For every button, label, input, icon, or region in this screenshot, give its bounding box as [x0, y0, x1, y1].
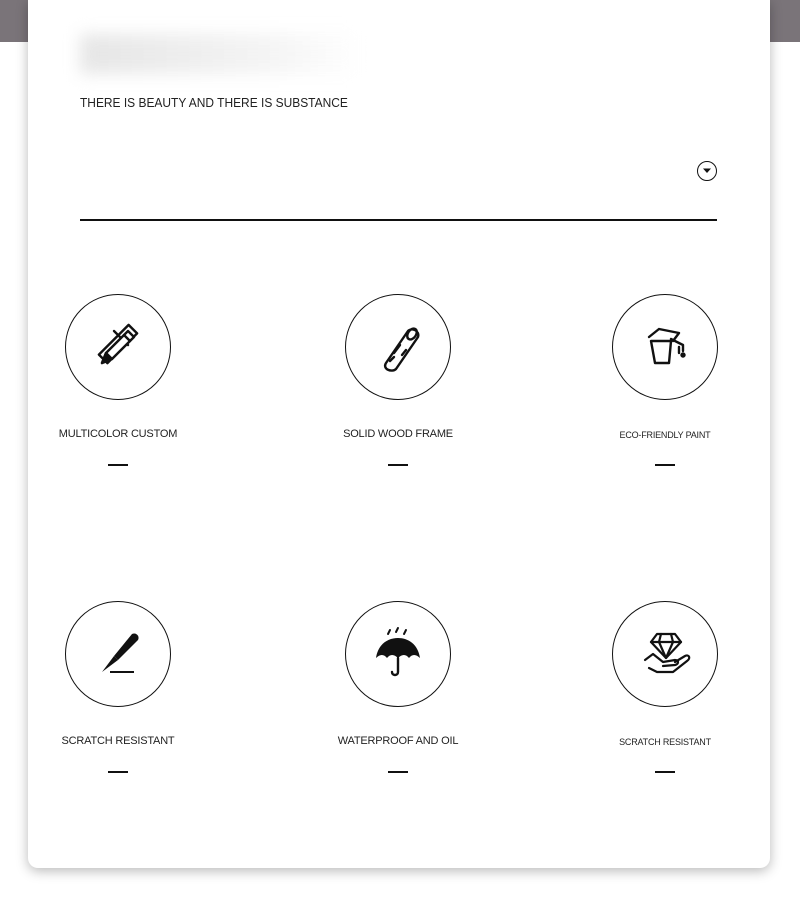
expand-button[interactable]: [697, 161, 717, 181]
icon-circle: [65, 294, 171, 400]
feature-scratch-resistant: [18, 601, 218, 801]
feature-multicolor-custom: [18, 294, 218, 494]
feature-label: SCRATCH RESISTANT: [619, 737, 711, 747]
feature-label: MULTICOLOR CUSTOM: [58, 428, 178, 440]
corner-decoration-left: [0, 0, 30, 42]
feature-card: [28, 0, 770, 868]
icon-circle: [65, 601, 171, 707]
pencil-ruler-icon: [88, 317, 148, 377]
feature-dash: [655, 464, 675, 466]
feature-dash: [108, 464, 128, 466]
feature-scratch-resistant-2: [565, 601, 765, 801]
diamond-hand-icon: [635, 624, 695, 684]
feature-dash: [655, 771, 675, 773]
feature-dash: [388, 464, 408, 466]
scalpel-icon: [88, 624, 148, 684]
wood-log-icon: [368, 317, 428, 377]
feature-eco-friendly-paint: [565, 294, 765, 494]
blurred-title: [80, 34, 360, 74]
feature-solid-wood-frame: [298, 294, 498, 494]
feature-dash: [108, 771, 128, 773]
section-divider: [80, 219, 717, 221]
chevron-down-icon: [702, 167, 712, 175]
feature-label: SOLID WOOD FRAME: [343, 428, 453, 440]
feature-label: SCRATCH RESISTANT: [61, 735, 175, 747]
feature-label: WATERPROOF AND OIL: [337, 735, 459, 747]
feature-label: ECO-FRIENDLY PAINT: [619, 430, 711, 440]
icon-circle: [612, 601, 718, 707]
umbrella-rain-icon: [368, 624, 428, 684]
icon-circle: [612, 294, 718, 400]
corner-decoration-right: [770, 0, 800, 42]
feature-dash: [388, 771, 408, 773]
feature-waterproof-and-oil: [298, 601, 498, 801]
tagline: THERE IS BEAUTY AND THERE IS SUBSTANCE: [80, 95, 348, 110]
icon-circle: [345, 294, 451, 400]
icon-circle: [345, 601, 451, 707]
paint-bucket-icon: [635, 317, 695, 377]
